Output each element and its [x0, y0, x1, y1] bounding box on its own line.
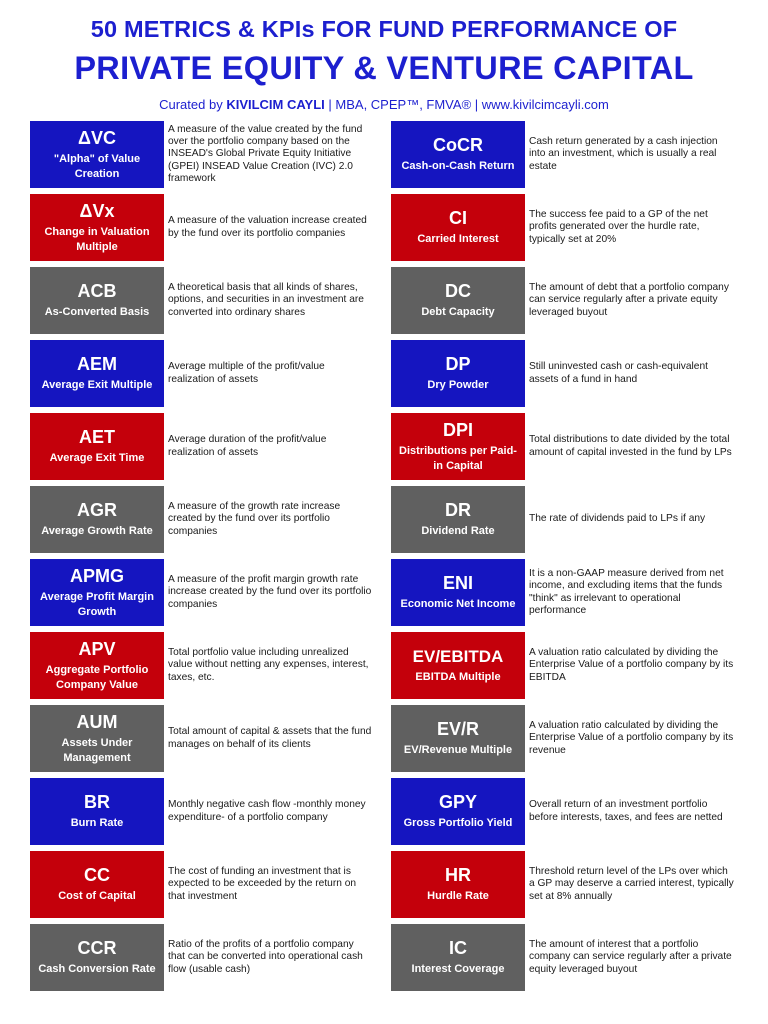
- metric-badge: [30, 121, 164, 188]
- metric-badge: [391, 778, 525, 845]
- curated-prefix: Curated by: [159, 97, 227, 112]
- metric-description: Average duration of the profit/value realization of assets: [168, 434, 327, 458]
- metric-badge: [391, 121, 525, 188]
- metric-badge: [30, 267, 164, 334]
- metric-name: Cash-on-Cash Return: [401, 160, 515, 172]
- metric-description: The amount of debt that a portfolio company can service regularly after a private equity leveraged buyout: [529, 282, 729, 318]
- metric-name: Change in Valuation Multiple: [44, 225, 150, 253]
- metric-abbreviation: BR: [84, 792, 110, 812]
- metric-name: As-Converted Basis: [44, 306, 150, 318]
- metric-abbreviation: ΔVC: [78, 127, 116, 148]
- metric-item: [391, 194, 734, 261]
- metric-item: [391, 851, 734, 918]
- metric-badge: [30, 632, 164, 699]
- metric-badge: [30, 413, 164, 480]
- metric-description: A measure of the growth rate increase created by the fund over its portfolio companies: [168, 501, 341, 537]
- metric-description: A measure of the profit margin growth rate increase created by the fund over its portfolio companies: [168, 574, 372, 610]
- metric-item: [30, 778, 373, 845]
- metric-badge: [30, 340, 164, 407]
- metric-badge: [391, 194, 525, 261]
- metric-item: [391, 486, 734, 553]
- metric-abbreviation: APMG: [70, 565, 124, 586]
- metric-name: Average Exit Multiple: [41, 379, 153, 391]
- metric-abbreviation: HR: [445, 865, 471, 885]
- metric-name: Economic Net Income: [400, 598, 516, 610]
- metric-abbreviation: ΔVx: [79, 200, 115, 221]
- metric-description: Threshold return level of the LPs over which a GP may deserve a carried interest, typically set at 8% annually: [529, 866, 734, 902]
- metric-description: Average multiple of the profit/value realization of assets: [168, 361, 325, 385]
- metric-badge: [30, 559, 164, 626]
- metric-item: [30, 486, 373, 553]
- metric-name: Distributions per Paid-in Capital: [399, 444, 517, 472]
- metric-item: [30, 413, 373, 480]
- metric-abbreviation: GPY: [438, 792, 477, 812]
- metrics-grid: [30, 121, 740, 993]
- metrics-column-right: [391, 121, 734, 993]
- metric-badge: [391, 632, 525, 699]
- metric-name: EV/Revenue Multiple: [403, 744, 513, 756]
- metric-description: A measure of the value created by the fund over the portfolio company based on the INSEAD's Global Private Equity Initiative (GPEI) INSEAD Value Creation (IVC) 2.0 framework: [168, 123, 363, 184]
- metric-badge: [30, 194, 164, 261]
- metric-item: [30, 851, 373, 918]
- metric-badge: [391, 705, 525, 772]
- metric-description: Monthly negative cash flow -monthly money expenditure- of a portfolio company: [168, 799, 366, 823]
- metric-description: A measure of the valuation increase created by the fund over its portfolio companies: [168, 215, 367, 239]
- metric-abbreviation: DC: [445, 281, 471, 301]
- metric-badge: [391, 559, 525, 626]
- metric-name: Dividend Rate: [421, 525, 495, 537]
- metric-abbreviation: DR: [445, 500, 471, 520]
- metric-description: Ratio of the profits of a portfolio company that can be converted into operational cash flow (usable cash): [168, 939, 363, 975]
- metric-description: The cost of funding an investment that is expected to be exceeded by the return on that investment: [168, 866, 357, 902]
- metric-abbreviation: CI: [449, 208, 467, 228]
- metric-item: [391, 632, 734, 699]
- metric-item: [391, 413, 734, 480]
- metric-badge: [30, 851, 164, 918]
- metric-name: Carried Interest: [417, 233, 499, 245]
- title-line-2: PRIVATE EQUITY & VENTURE CAPITAL: [74, 50, 694, 86]
- metric-name: Cost of Capital: [58, 890, 136, 902]
- metric-badge: [391, 851, 525, 918]
- metric-abbreviation: AGR: [77, 500, 117, 520]
- metric-badge: [391, 267, 525, 334]
- metric-name: Gross Portfolio Yield: [403, 817, 513, 829]
- metric-name: Aggregate Portfolio Company Value: [45, 663, 149, 691]
- metric-item: [30, 267, 373, 334]
- metric-abbreviation: CC: [84, 865, 110, 885]
- metric-badge: [30, 705, 164, 772]
- title-line-1: 50 METRICS & KPIs FOR FUND PERFORMANCE OF: [90, 16, 678, 42]
- metric-badge: [391, 340, 525, 407]
- metric-item: [30, 924, 373, 991]
- metric-badge: [391, 486, 525, 553]
- metric-description: A valuation ratio calculated by dividing the Enterprise Value of a portfolio company by its EBITDA: [529, 647, 734, 683]
- metric-abbreviation: ACB: [77, 281, 117, 301]
- metric-description: Overall return of an investment portfolio before interests, taxes, and fees are netted: [529, 799, 723, 823]
- metric-item: [30, 194, 373, 261]
- metric-description: Still uninvested cash or cash-equivalent assets of a fund in hand: [529, 361, 708, 385]
- metric-item: [391, 121, 734, 188]
- metric-abbreviation: CoCR: [433, 135, 483, 155]
- metric-abbreviation: AUM: [76, 711, 118, 732]
- metric-item: [30, 559, 373, 626]
- metric-item: [391, 924, 734, 991]
- metric-description: Total portfolio value including unrealized value without netting any expenses, interest, taxes, etc.: [168, 647, 369, 683]
- metric-item: [391, 778, 734, 845]
- metric-name: Average Growth Rate: [41, 525, 153, 537]
- metric-description: The success fee paid to a GP of the net profits generated over the hurdle rate, typically set at 20%: [529, 209, 708, 245]
- metric-name: Dry Powder: [427, 379, 489, 391]
- curator-name: KIVILCIM CAYLI: [226, 97, 325, 112]
- metric-abbreviation: EV/R: [436, 719, 479, 739]
- metric-name: "Alpha" of Value Creation: [53, 152, 141, 180]
- metric-description: The rate of dividends paid to LPs if any: [529, 513, 706, 525]
- curated-by-line: [0, 97, 768, 112]
- metric-item: [30, 632, 373, 699]
- metric-name: Cash Conversion Rate: [38, 963, 156, 975]
- metric-name: Burn Rate: [70, 817, 124, 829]
- metric-description: Cash return generated by a cash injection into an investment, which is usually a real estate: [529, 136, 718, 172]
- metric-description: A theoretical basis that all kinds of shares, options, and securities in an investment are converted into ordinary shares: [168, 282, 364, 318]
- metric-name: Interest Coverage: [411, 963, 505, 975]
- metric-item: [30, 121, 373, 188]
- metric-description: It is a non-GAAP measure derived from net income, and excluding items that the funds "think" as irrelevant to operational performance: [529, 568, 724, 616]
- metric-abbreviation: DP: [445, 354, 471, 374]
- metric-badge: [30, 778, 164, 845]
- metric-item: [30, 340, 373, 407]
- metric-abbreviation: AEM: [77, 354, 117, 374]
- metric-badge: [30, 486, 164, 553]
- metric-description: A valuation ratio calculated by dividing the Enterprise Value of a portfolio company by its revenue: [529, 720, 734, 756]
- metric-abbreviation: APV: [78, 638, 116, 659]
- metric-abbreviation: IC: [449, 938, 467, 958]
- metrics-column-left: [30, 121, 373, 993]
- metric-item: [30, 705, 373, 772]
- curated-suffix: | MBA, CPEP™, FMVA® | www.kivilcimcayli.com: [324, 97, 609, 112]
- metric-item: [391, 267, 734, 334]
- metric-item: [391, 340, 734, 407]
- metric-description: The amount of interest that a portfolio company can service regularly after a private equity leveraged buyout: [529, 939, 732, 975]
- metric-description: Total amount of capital & assets that the fund manages on behalf of its clients: [168, 726, 372, 750]
- metric-badge: [30, 924, 164, 991]
- metric-item: [391, 705, 734, 772]
- metric-abbreviation: DPI: [442, 419, 473, 440]
- metric-abbreviation: AET: [79, 427, 115, 447]
- metric-item: [391, 559, 734, 626]
- metric-badge: [391, 413, 525, 480]
- metric-abbreviation: CCR: [77, 938, 117, 958]
- metric-name: Average Exit Time: [49, 452, 145, 464]
- metric-name: EBITDA Multiple: [415, 671, 501, 683]
- metric-description: Total distributions to date divided by the total amount of capital invested in the fund by LPs: [529, 434, 732, 458]
- metric-name: Debt Capacity: [421, 306, 495, 318]
- metric-name: Assets Under Management: [61, 736, 133, 764]
- metric-name: Hurdle Rate: [427, 890, 489, 902]
- metric-abbreviation: EV/EBITDA: [412, 647, 504, 666]
- metric-name: Average Profit Margin Growth: [40, 590, 154, 618]
- metric-abbreviation: ENI: [442, 573, 473, 593]
- metric-badge: [391, 924, 525, 991]
